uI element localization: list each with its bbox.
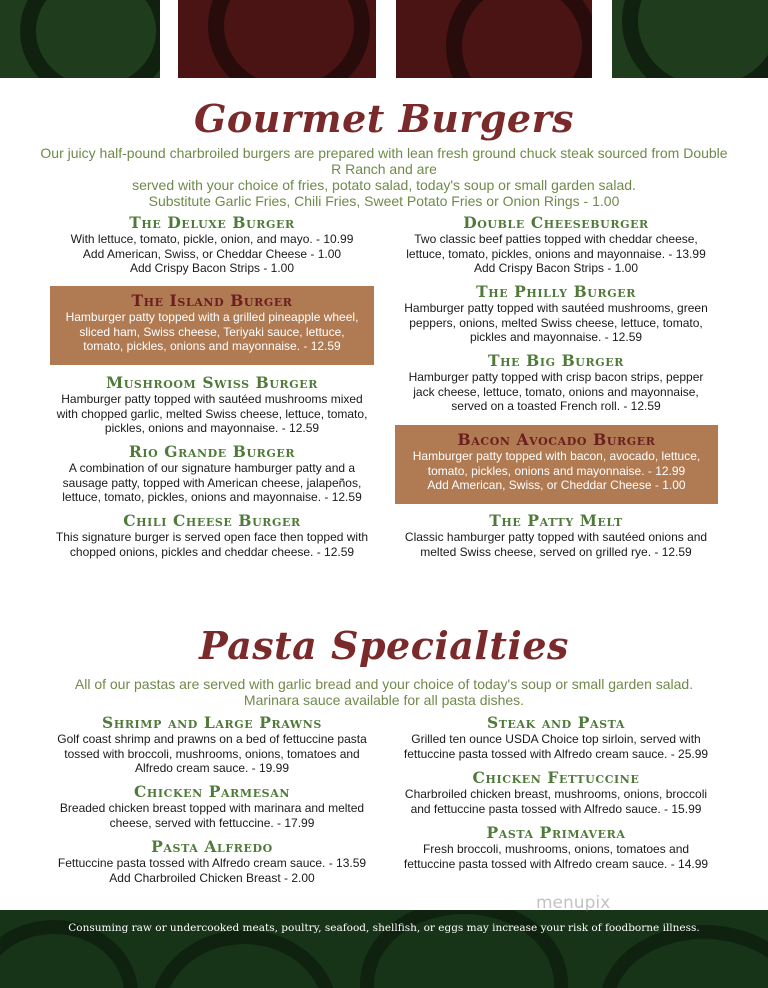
item-desc: Golf coast shrimp and prawns on a bed of fettuccine pasta tossed with broccoli, mushrooms, onions, tomatoes and Alfredo cream sauce. - 19.99: [57, 732, 367, 775]
menu-item-chicken-parmesan: [40, 782, 384, 830]
item-desc: Hamburger patty topped with crisp bacon strips, pepper jack cheese, lettuce, tomato, onions and mayonnaise, served on a toasted French roll. - 12.59: [408, 370, 704, 413]
burgers-intro: [40, 145, 728, 209]
item-name: The Big Burger: [488, 351, 624, 370]
intro-line: served with your choice of fries, potato salad, today's soup or small garden salad.: [132, 177, 636, 193]
pasta-intro: [40, 676, 728, 708]
menu-item-rio-grande-burger: [50, 442, 374, 505]
menu-item-mushroom-swiss-burger: [50, 373, 374, 436]
item-desc: Charbroiled chicken breast, mushrooms, onions, broccoli and fettuccine pasta tossed with Alfredo sauce. - 15.99: [404, 787, 708, 816]
menu-item-big-burger: [394, 351, 718, 414]
item-name: The Patty Melt: [489, 511, 623, 530]
item-name: The Philly Burger: [476, 282, 636, 301]
menu-item-chili-cheese-burger: [50, 511, 374, 559]
menu-item-double-cheeseburger: [394, 213, 718, 276]
item-name: The Deluxe Burger: [129, 213, 295, 232]
item-name: Chili Cheese Burger: [123, 511, 301, 530]
item-name: Double Cheeseburger: [463, 213, 649, 232]
menu-item-bacon-avocado-burger: [395, 425, 718, 504]
item-name: Mushroom Swiss Burger: [105, 373, 319, 392]
item-desc: Hamburger patty topped with sautéed mushrooms mixed with chopped garlic, melted Swiss cheese, lettuce, tomato, pickles, onions and mayonnaise. - 12.59: [56, 392, 368, 435]
banner-tile: [0, 0, 160, 78]
banner-tile: [396, 0, 592, 78]
item-name: Bacon Avocado Burger: [457, 430, 656, 449]
item-desc: Breaded chicken breast topped with marinara and melted cheese, served with fettuccine. - 17.99: [59, 801, 365, 830]
item-desc: Grilled ten ounce USDA Choice top sirloin, served with fettuccine pasta tossed with Alfredo cream sauce. - 25.99: [403, 732, 709, 761]
item-desc: Fettuccine pasta tossed with Alfredo cream sauce. - 13.59 Add Charbroiled Chicken Breast - 2.00: [57, 856, 367, 885]
menu-item-pasta-alfredo: [40, 837, 384, 885]
menu-item-deluxe-burger: [50, 213, 374, 276]
item-desc: A combination of our signature hamburger patty and a sausage patty, topped with American cheese, jalapeños, lettuce, tomato, pickles, onions and mayonnaise. - 12.59: [62, 461, 362, 504]
section-title-burgers: Gourmet Burgers: [193, 96, 575, 141]
item-name: Chicken Fettuccine: [472, 768, 640, 787]
menu-item-island-burger: [50, 286, 374, 365]
menu-item-philly-burger: [394, 282, 718, 345]
item-desc: Hamburger patty topped with a grilled pineapple wheel, sliced ham, Swiss cheese, Teriyaki sauce, lettuce, tomato, pickles, onions and mayonnaise. - 12.59: [65, 310, 359, 353]
item-desc: Hamburger patty topped with sautéed mushrooms, green peppers, onions, melted Swiss cheese, lettuce, tomato, pickles and mayonnaise. - 12.59: [404, 301, 708, 344]
menu-item-chicken-fettuccine: [394, 768, 718, 816]
watermark-text: menupix: [536, 893, 611, 913]
section-title-pasta: Pasta Specialties: [199, 623, 569, 668]
item-name: The Island Burger: [131, 291, 293, 310]
menu-item-steak-pasta: [394, 713, 718, 761]
item-name: Pasta Primavera: [486, 823, 626, 842]
item-desc: This signature burger is served open face then topped with chopped onions, pickles and cheddar cheese. - 12.59: [55, 530, 369, 559]
item-name: Chicken Parmesan: [133, 782, 291, 801]
item-desc: With lettuce, tomato, pickle, onion, and mayo. - 10.99 Add American, Swiss, or Cheddar Cheese - 1.00 Add Crispy Bacon Strips - 1.00: [70, 232, 354, 275]
intro-line: Substitute Garlic Fries, Chili Fries, Sweet Potato Fries or Onion Rings - 1.00: [148, 193, 620, 209]
intro-line: All of our pastas are served with garlic bread and your choice of today's soup or small garden salad.: [74, 676, 694, 692]
top-banner: [0, 0, 768, 78]
item-desc: Hamburger patty topped with bacon, avocado, lettuce, tomato, pickles, onions and mayonnaise. - 12.99 Add American, Swiss, or Cheddar Cheese - 1.00: [412, 449, 701, 492]
item-desc: Two classic beef patties topped with cheddar cheese, lettuce, tomato, pickles, onions and mayonnaise. - 13.99 Add Crispy Bacon Strips - 1.00: [406, 232, 706, 275]
foodborne-disclaimer: Consuming raw or undercooked meats, poultry, seafood, shellfish, or eggs may increase your risk of foodborne illness.: [68, 922, 700, 934]
item-name: Pasta Alfredo: [151, 837, 273, 856]
banner-tile: [178, 0, 376, 78]
item-name: Shrimp and Large Prawns: [102, 713, 322, 732]
menu-item-patty-melt: [394, 511, 718, 559]
item-desc: Classic hamburger patty topped with sautéed onions and melted Swiss cheese, served on grilled rye. - 12.59: [404, 530, 708, 559]
item-name: Rio Grande Burger: [128, 442, 296, 461]
intro-line: Marinara sauce available for all pasta dishes.: [243, 692, 525, 708]
footer-banner: [0, 910, 768, 988]
item-name: Steak and Pasta: [486, 713, 626, 732]
banner-tile: [612, 0, 768, 78]
intro-line: Our juicy half-pound charbroiled burgers are prepared with lean fresh ground chuck steak sourced from Double R Ranch and are: [40, 145, 728, 177]
menu-item-shrimp-prawns: [40, 713, 384, 776]
item-desc: Fresh broccoli, mushrooms, onions, tomatoes and fettuccine pasta tossed with Alfredo cream sauce. - 14.99: [403, 842, 709, 871]
menu-item-pasta-primavera: [394, 823, 718, 871]
